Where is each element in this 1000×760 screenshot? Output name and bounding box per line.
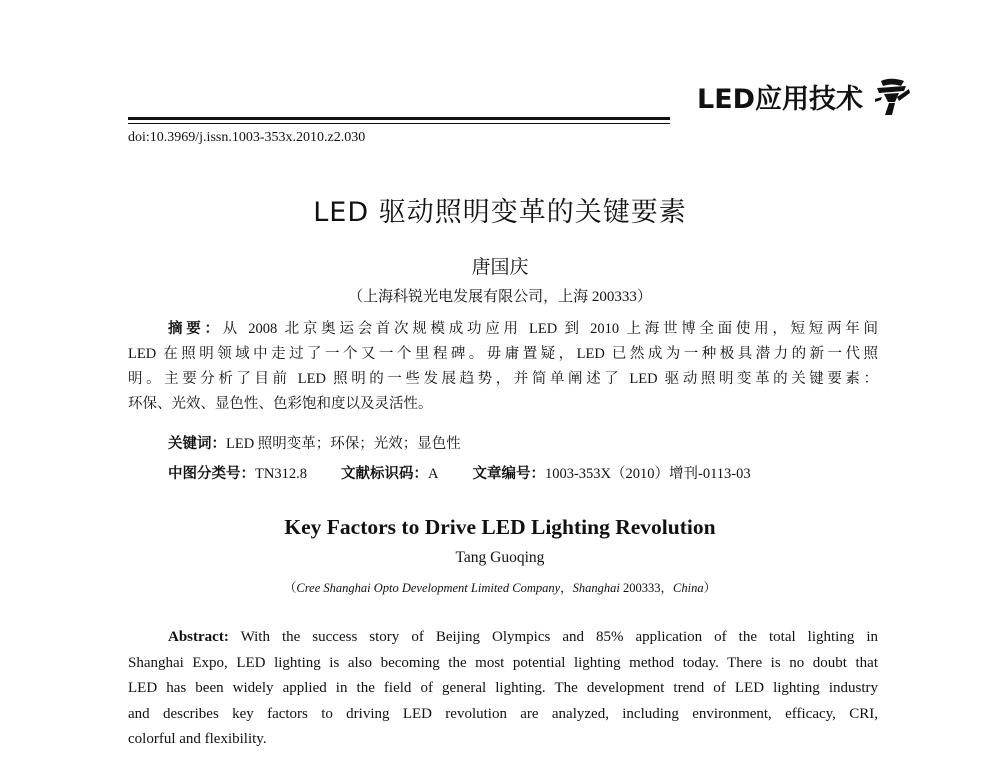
abstract-en-line: LED has been widely applied in the field of general lighting. The development trend of LED lighting industry	[128, 680, 878, 696]
title-cn: LED 驱动照明变革的关键要素	[313, 197, 687, 228]
author-en: Tang Guoqing	[455, 549, 545, 566]
classification-row	[168, 462, 751, 483]
keywords-cn-value: LED 照明变革；环保；光效；显色性	[226, 436, 461, 452]
article-no-label: 文章编号：	[472, 466, 545, 482]
clc-label: 中图分类号：	[168, 466, 255, 482]
clc-value: TN312.8	[255, 466, 307, 482]
abstract-cn-line: 明。主要分析了目前 LED 照明的一些发展趋势，并简单阐述了 LED 驱动照明变革的关键要素：	[128, 371, 878, 387]
lamp-logo-icon	[871, 75, 913, 117]
affiliation-cn: （上海科锐光电发展有限公司，上海 200333）	[348, 289, 652, 305]
journal-column-logo	[697, 74, 913, 118]
article-no-value: 1003-353X（2010）增刊-0113-03	[544, 466, 751, 482]
header-rule-thin	[128, 123, 670, 124]
abstract-cn	[128, 317, 878, 417]
keywords-cn	[168, 432, 461, 453]
abstract-en-line	[128, 625, 878, 651]
abstract-en-line: and describes key factors to driving LED revolution are analyzed, including environment, efficacy, CRI,	[128, 705, 878, 722]
affiliation-en: （Cree Shanghai Opto Development Limited Company，Shanghai 200333，China）	[283, 581, 717, 595]
abstract-en-text: With the success story of Beijing Olympics and 85% application of the total lighting in	[240, 629, 879, 645]
doccode-label: 文献标识码：	[340, 466, 428, 482]
affiliation-zip: 200333	[623, 581, 661, 595]
abstract-cn-label: 摘要：	[168, 321, 223, 337]
affiliation-city: Shanghai	[572, 581, 620, 595]
affiliation-org: Cree Shanghai Opto Development Limited Company	[296, 581, 561, 595]
abstract-cn-text: 从 2008 北京奥运会首次规模成功应用 LED 到 2010 上海世博全面使用，短短两年间	[222, 321, 879, 337]
logo-text: LED应用技术	[697, 83, 864, 115]
abstract-cn-line: LED 在照明领域中走过了一个又一个里程碑。毋庸置疑，LED 已然成为一种极具潜力的新一代照	[128, 346, 878, 362]
abstract-en-line: Shanghai Expo, LED lighting is also becoming the most potential lighting method today. There is no doubt that	[128, 654, 878, 671]
keywords-cn-label: 关键词：	[168, 436, 226, 452]
header-rule-thick	[128, 117, 670, 120]
abstract-en-line: colorful and flexibility.	[128, 731, 267, 747]
affiliation-country: China	[673, 581, 704, 595]
author-cn: 唐国庆	[471, 257, 529, 278]
abstract-en-label: Abstract:	[168, 629, 229, 645]
abstract-en	[128, 625, 878, 753]
title-en: Key Factors to Drive LED Lighting Revolution	[284, 515, 716, 539]
doi: doi:10.3969/j.issn.1003-353x.2010.z2.030	[128, 130, 366, 145]
doccode-value: A	[427, 466, 439, 482]
abstract-cn-line	[128, 317, 878, 342]
abstract-cn-line: 环保、光效、显色性、色彩饱和度以及灵活性。	[128, 396, 433, 412]
